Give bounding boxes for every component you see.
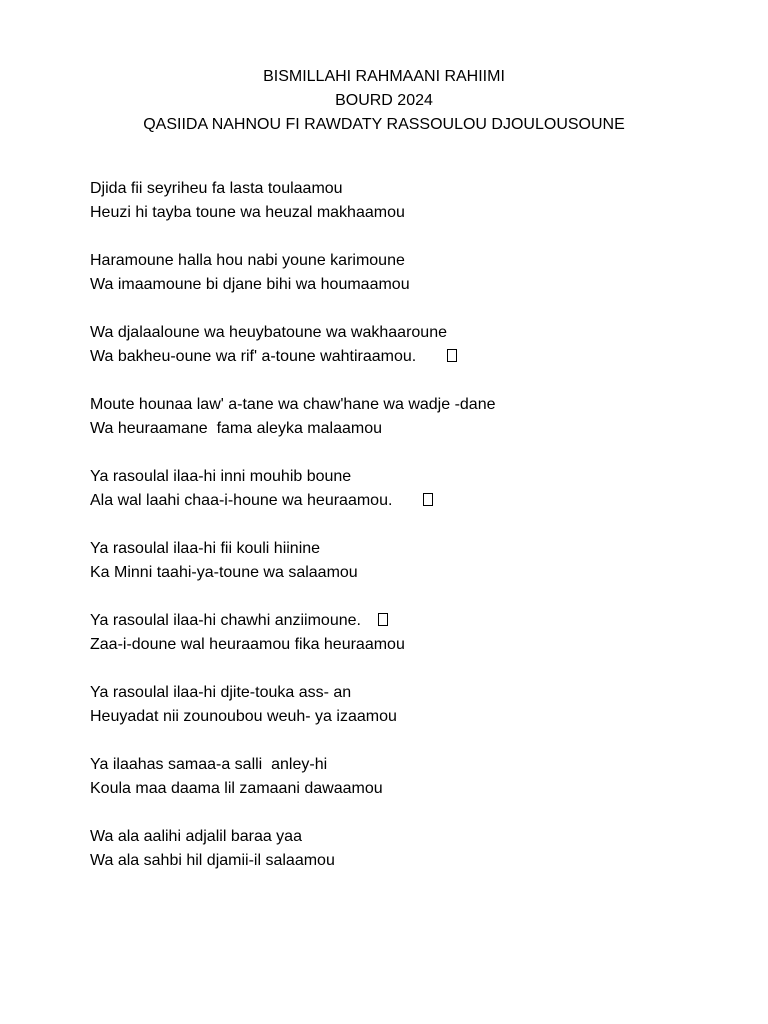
verse-line: Wa ala aalihi adjalil baraa yaa	[90, 828, 302, 845]
verse-line-text: Ala wal laahi chaa-i-houne wa heuraamou.	[90, 492, 420, 509]
stanza-5	[90, 465, 730, 513]
missing-glyph-icon	[447, 349, 457, 362]
header-title: QASIIDA NAHNOU FI RAWDATY RASSOULOU DJOULOUSOUNE	[143, 116, 625, 133]
stanza-7	[90, 609, 730, 657]
stanza-10	[90, 825, 730, 873]
verse-line: Wa ala sahbi hil djamii-il salaamou	[90, 852, 335, 869]
verse-line: Wa heuraamane fama aleyka malaamou	[90, 420, 382, 437]
stanza-2	[90, 249, 730, 297]
verse-line-text: Ya rasoulal ilaa-hi chawhi anziimoune.	[90, 612, 375, 629]
missing-glyph-icon	[378, 613, 388, 626]
header-invocation: BISMILLAHI RAHMAANI RAHIIMI	[263, 68, 505, 85]
poem-body	[90, 177, 730, 897]
stanza-6	[90, 537, 730, 585]
verse-line: Koula maa daama lil zamaani dawaamou	[90, 780, 383, 797]
verse-line: Heuyadat nii zounoubou weuh- ya izaamou	[90, 708, 397, 725]
stanza-3	[90, 321, 730, 369]
stanza-8	[90, 681, 730, 729]
verse-line-with-glyph	[90, 609, 730, 633]
verse-line: Ya ilaahas samaa-a salli anley-hi	[90, 756, 328, 773]
verse-line: Ka Minni taahi-ya-toune wa salaamou	[90, 564, 358, 581]
stanza-1	[90, 177, 730, 225]
verse-line-with-glyph	[90, 345, 730, 369]
verse-line: Wa djalaaloune wa heuybatoune wa wakhaaroune	[90, 324, 447, 341]
stanza-4	[90, 393, 730, 441]
header-subtitle: BOURD 2024	[335, 92, 433, 109]
verse-line: Ya rasoulal ilaa-hi djite-touka ass- an	[90, 684, 352, 701]
verse-line: Moute hounaa law' a-tane wa chaw'hane wa wadje -dane	[90, 396, 496, 413]
verse-line: Wa imaamoune bi djane bihi wa houmaamou	[90, 276, 410, 293]
stanza-9	[90, 753, 730, 801]
verse-line: Djida fii seyriheu fa lasta toulaamou	[90, 180, 343, 197]
verse-line: Ya rasoulal ilaa-hi inni mouhib boune	[90, 468, 352, 485]
missing-glyph-icon	[423, 493, 433, 506]
verse-line-text: Wa bakheu-oune wa rif' a-toune wahtiraamou.	[90, 348, 443, 365]
verse-line: Haramoune halla hou nabi youne karimoune	[90, 252, 405, 269]
document-header	[0, 65, 768, 137]
verse-line: Ya rasoulal ilaa-hi fii kouli hiinine	[90, 540, 321, 557]
verse-line-with-glyph	[90, 489, 730, 513]
verse-line: Heuzi hi tayba toune wa heuzal makhaamou	[90, 204, 405, 221]
verse-line: Zaa-i-doune wal heuraamou fika heuraamou	[90, 636, 405, 653]
